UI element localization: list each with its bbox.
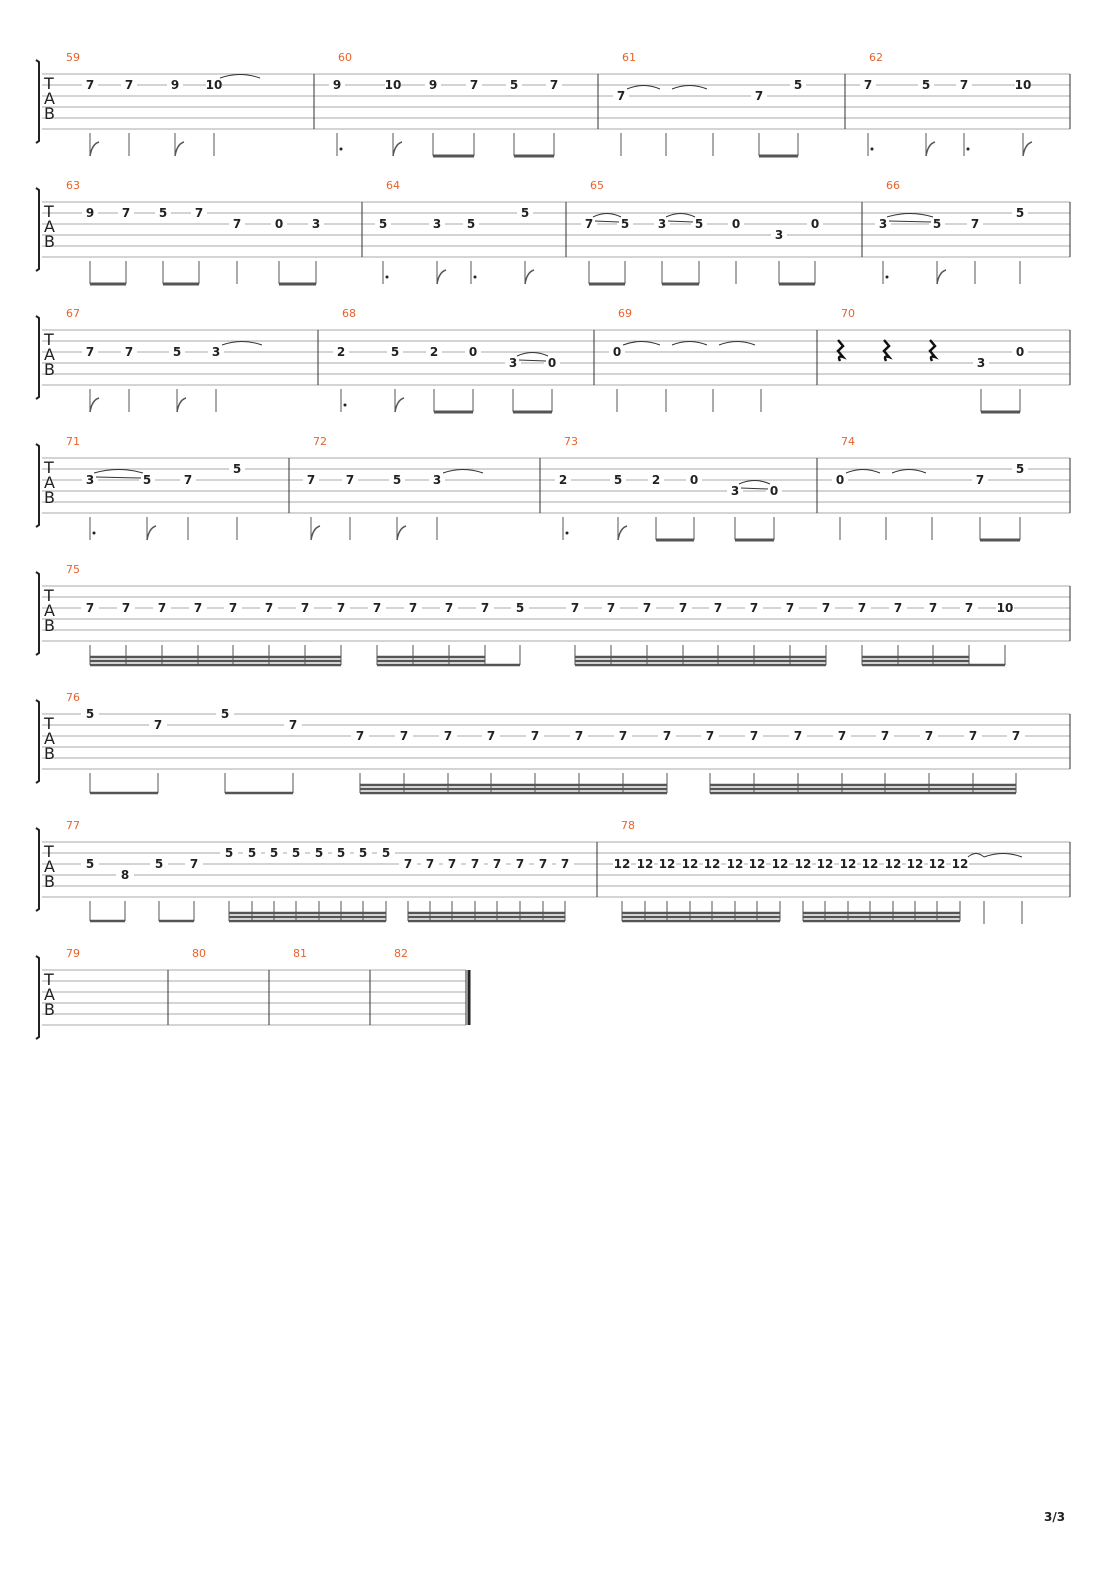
fret-number: 3	[432, 473, 442, 487]
fret-number: 7	[560, 857, 570, 871]
fret-number: 7	[893, 601, 903, 615]
tab-clef-letter: B	[44, 104, 55, 123]
fret-number: 5	[158, 206, 168, 220]
fret-number: 0	[689, 473, 699, 487]
note-flag	[311, 526, 320, 540]
fret-number: 9	[428, 78, 438, 92]
fret-number: 7	[574, 729, 584, 743]
system-bracket	[36, 316, 39, 399]
fret-number: 12	[906, 857, 924, 871]
fret-number: 12	[816, 857, 834, 871]
measure-62	[860, 51, 1070, 156]
measure-number: 66	[886, 179, 900, 192]
tab-clef-letter: A	[44, 729, 55, 748]
fret-number: 7	[153, 718, 163, 732]
tie	[984, 854, 1022, 858]
quarter-rest	[930, 340, 935, 361]
measure-number: 64	[386, 179, 400, 192]
fret-number: 7	[642, 601, 652, 615]
fret-number: 7	[300, 601, 310, 615]
measure-number: 69	[618, 307, 632, 320]
measure-number: 65	[590, 179, 604, 192]
fret-number: 12	[884, 857, 902, 871]
fret-number: 5	[247, 846, 257, 860]
measure-number: 71	[66, 435, 80, 448]
fret-number: 7	[232, 217, 242, 231]
slur	[666, 214, 695, 218]
fret-number: 7	[189, 857, 199, 871]
fret-number: 3	[878, 217, 888, 231]
note-flag	[90, 142, 99, 156]
tie	[968, 854, 984, 858]
measure-80	[192, 947, 269, 1025]
dot	[886, 276, 889, 279]
fret-number: 7	[425, 857, 435, 871]
slide-line	[889, 221, 931, 222]
fret-number: 5	[1015, 462, 1025, 476]
fret-number: 7	[616, 89, 626, 103]
fret-number: 7	[345, 473, 355, 487]
tab-clef-letter: A	[44, 89, 55, 108]
fret-number: 7	[837, 729, 847, 743]
slide-line	[96, 477, 141, 478]
tab-system	[36, 51, 1070, 156]
tab-system	[36, 691, 1070, 793]
tab-system	[36, 947, 469, 1039]
fret-number: 5	[466, 217, 476, 231]
fret-number: 5	[793, 78, 803, 92]
fret-number: 12	[658, 857, 676, 871]
fret-number: 7	[306, 473, 316, 487]
note-flag	[90, 398, 99, 412]
fret-number: 7	[183, 473, 193, 487]
slur	[887, 214, 933, 218]
fret-number: 7	[288, 718, 298, 732]
tab-system	[36, 307, 1070, 412]
fret-number: 5	[620, 217, 630, 231]
fret-number: 7	[355, 729, 365, 743]
fret-number: 7	[793, 729, 803, 743]
fret-number: 5	[932, 217, 942, 231]
fret-number: 7	[121, 601, 131, 615]
fret-number: 5	[220, 707, 230, 721]
note-flag	[177, 398, 186, 412]
fret-number: 5	[515, 601, 525, 615]
measure-59	[66, 51, 314, 156]
fret-number: 0	[468, 345, 478, 359]
fret-number: 0	[810, 217, 820, 231]
fret-number: 7	[470, 857, 480, 871]
fret-number: 7	[403, 857, 413, 871]
measure-number: 74	[841, 435, 855, 448]
fret-number: 5	[1015, 206, 1025, 220]
measure-number: 77	[66, 819, 80, 832]
fret-number: 12	[703, 857, 721, 871]
tie	[220, 75, 260, 79]
fret-number: 12	[839, 857, 857, 871]
measure-81	[293, 947, 370, 1025]
tie	[719, 342, 755, 346]
fret-number: 9	[85, 206, 95, 220]
tab-clef-letter: T	[44, 458, 54, 477]
tie	[672, 86, 707, 90]
fret-number: 5	[85, 857, 95, 871]
fret-number: 12	[794, 857, 812, 871]
fret-number: 5	[694, 217, 704, 231]
fret-number: 7	[121, 206, 131, 220]
measure-82	[394, 947, 469, 1025]
tie	[222, 342, 262, 346]
fret-number: 7	[264, 601, 274, 615]
quarter-rest	[884, 340, 889, 361]
fret-number: 7	[618, 729, 628, 743]
fret-number: 5	[269, 846, 279, 860]
fret-number: 7	[705, 729, 715, 743]
measure-67	[66, 307, 318, 412]
quarter-rest	[838, 340, 843, 361]
measure-number: 73	[564, 435, 578, 448]
tie	[623, 342, 660, 346]
slur	[593, 214, 621, 218]
tab-clef-letter: T	[44, 970, 54, 989]
fret-number: 12	[636, 857, 654, 871]
dot	[340, 148, 343, 151]
measure-69	[609, 307, 817, 412]
fret-number: 5	[85, 707, 95, 721]
fret-number: 7	[606, 601, 616, 615]
note-flag	[397, 526, 406, 540]
fret-number: 12	[613, 857, 631, 871]
fret-number: 7	[924, 729, 934, 743]
fret-number: 7	[549, 78, 559, 92]
fret-number: 5	[154, 857, 164, 871]
slur	[739, 481, 770, 485]
measure-number: 82	[394, 947, 408, 960]
measure-number: 61	[622, 51, 636, 64]
tie	[672, 342, 707, 346]
fret-number: 5	[613, 473, 623, 487]
measure-75	[66, 563, 1070, 665]
tab-system	[36, 819, 1070, 924]
measure-number: 76	[66, 691, 80, 704]
fret-number: 7	[754, 89, 764, 103]
fret-number: 2	[651, 473, 661, 487]
measure-79	[66, 947, 168, 1025]
measure-number: 79	[66, 947, 80, 960]
fret-number: 7	[336, 601, 346, 615]
fret-number: 7	[662, 729, 672, 743]
measure-65	[581, 179, 862, 284]
fret-number: 9	[170, 78, 180, 92]
tab-clef-letter: T	[44, 842, 54, 861]
fret-number: 7	[124, 78, 134, 92]
measure-61	[613, 51, 845, 156]
note-flag	[437, 270, 446, 284]
measure-78	[613, 819, 1070, 924]
tab-clef-letter: A	[44, 601, 55, 620]
fret-number: 7	[584, 217, 594, 231]
fret-number: 7	[480, 601, 490, 615]
measure-60	[329, 51, 598, 156]
tab-system	[36, 435, 1070, 540]
measure-66	[875, 179, 1070, 284]
tab-clef-letter: B	[44, 360, 55, 379]
tab-system	[36, 179, 1070, 284]
fret-number: 7	[863, 78, 873, 92]
fret-number: 2	[429, 345, 439, 359]
fret-number: 5	[172, 345, 182, 359]
fret-number: 5	[291, 846, 301, 860]
note-flag	[147, 526, 156, 540]
fret-number: 5	[232, 462, 242, 476]
fret-number: 5	[390, 345, 400, 359]
measure-number: 63	[66, 179, 80, 192]
fret-number: 12	[861, 857, 879, 871]
slide-line	[519, 360, 546, 361]
measure-63	[66, 179, 362, 284]
tab-clef-letter: B	[44, 616, 55, 635]
measure-number: 78	[621, 819, 635, 832]
fret-number: 8	[120, 868, 130, 882]
fret-number: 7	[749, 601, 759, 615]
measure-number: 80	[192, 947, 206, 960]
measure-64	[375, 179, 566, 284]
fret-number: 5	[381, 846, 391, 860]
fret-number: 5	[378, 217, 388, 231]
fret-number: 0	[731, 217, 741, 231]
tab-clef-letter: B	[44, 872, 55, 891]
tab-system	[36, 563, 1070, 665]
measure-71	[66, 435, 289, 540]
fret-number: 5	[358, 846, 368, 860]
system-bracket	[36, 188, 39, 271]
note-flag	[175, 142, 184, 156]
fret-number: 7	[469, 78, 479, 92]
fret-number: 7	[678, 601, 688, 615]
measure-number: 59	[66, 51, 80, 64]
dot	[871, 148, 874, 151]
tab-clef-letter: T	[44, 74, 54, 93]
measure-76	[66, 691, 1070, 793]
fret-number: 10	[205, 78, 223, 92]
tab-clef-letter: T	[44, 714, 54, 733]
fret-number: 7	[372, 601, 382, 615]
fret-number: 0	[612, 345, 622, 359]
fret-number: 7	[408, 601, 418, 615]
fret-number: 7	[530, 729, 540, 743]
tab-clef-letter: B	[44, 232, 55, 251]
fret-number: 7	[821, 601, 831, 615]
fret-number: 5	[142, 473, 152, 487]
fret-number: 2	[558, 473, 568, 487]
dot	[344, 404, 347, 407]
slide-line	[595, 221, 619, 222]
fret-number: 0	[274, 217, 284, 231]
measure-number: 60	[338, 51, 352, 64]
measure-number: 68	[342, 307, 356, 320]
fret-number: 3	[730, 484, 740, 498]
tab-clef-letter: A	[44, 857, 55, 876]
tab-clef-letter: A	[44, 985, 55, 1004]
fret-number: 7	[447, 857, 457, 871]
fret-number: 5	[314, 846, 324, 860]
fret-number: 7	[193, 601, 203, 615]
measure-number: 75	[66, 563, 80, 576]
note-flag	[618, 526, 627, 540]
fret-number: 10	[1014, 78, 1032, 92]
dot	[386, 276, 389, 279]
fret-number: 7	[492, 857, 502, 871]
fret-number: 12	[748, 857, 766, 871]
note-flag	[525, 270, 534, 284]
fret-number: 7	[959, 78, 969, 92]
slur	[517, 353, 548, 357]
fret-number: 3	[432, 217, 442, 231]
note-flag	[926, 142, 935, 156]
fret-number: 3	[311, 217, 321, 231]
fret-number: 7	[228, 601, 238, 615]
fret-number: 7	[785, 601, 795, 615]
measure-number: 62	[869, 51, 883, 64]
tab-clef-letter: A	[44, 473, 55, 492]
fret-number: 7	[399, 729, 409, 743]
measure-number: 70	[841, 307, 855, 320]
system-bracket	[36, 700, 39, 783]
measure-number: 81	[293, 947, 307, 960]
tie	[443, 470, 483, 474]
fret-number: 12	[771, 857, 789, 871]
fret-number: 5	[509, 78, 519, 92]
tie	[846, 470, 880, 474]
fret-number: 7	[194, 206, 204, 220]
fret-number: 7	[970, 217, 980, 231]
tie	[627, 86, 660, 90]
fret-number: 7	[749, 729, 759, 743]
measure-70	[838, 307, 1070, 412]
measure-number: 72	[313, 435, 327, 448]
fret-number: 10	[996, 601, 1014, 615]
fret-number: 7	[928, 601, 938, 615]
fret-number: 12	[681, 857, 699, 871]
slide-line	[741, 488, 768, 489]
fret-number: 0	[547, 356, 557, 370]
fret-number: 5	[336, 846, 346, 860]
fret-number: 3	[976, 356, 986, 370]
fret-number: 7	[157, 601, 167, 615]
slide-line	[668, 221, 693, 222]
tab-clef-letter: A	[44, 217, 55, 236]
fret-number: 7	[570, 601, 580, 615]
fret-number: 0	[769, 484, 779, 498]
tab-clef-letter: T	[44, 330, 54, 349]
fret-number: 7	[968, 729, 978, 743]
fret-number: 7	[444, 601, 454, 615]
fret-number: 7	[1011, 729, 1021, 743]
measure-68	[333, 307, 594, 412]
note-flag	[937, 270, 946, 284]
system-bracket	[36, 828, 39, 911]
dot	[566, 532, 569, 535]
fret-number: 7	[964, 601, 974, 615]
measure-number: 67	[66, 307, 80, 320]
fret-number: 5	[921, 78, 931, 92]
fret-number: 2	[336, 345, 346, 359]
fret-number: 5	[520, 206, 530, 220]
fret-number: 7	[124, 345, 134, 359]
fret-number: 3	[85, 473, 95, 487]
dot	[93, 532, 96, 535]
measure-72	[303, 435, 540, 540]
dot	[967, 148, 970, 151]
measure-73	[555, 435, 817, 540]
fret-number: 7	[443, 729, 453, 743]
system-bracket	[36, 572, 39, 655]
fret-number: 9	[332, 78, 342, 92]
fret-number: 7	[538, 857, 548, 871]
system-bracket	[36, 444, 39, 527]
fret-number: 7	[85, 345, 95, 359]
fret-number: 12	[726, 857, 744, 871]
system-bracket	[36, 60, 39, 143]
fret-number: 7	[486, 729, 496, 743]
fret-number: 12	[928, 857, 946, 871]
tie	[892, 470, 926, 474]
fret-number: 7	[515, 857, 525, 871]
fret-number: 3	[774, 228, 784, 242]
tab-clef-letter: T	[44, 202, 54, 221]
fret-number: 7	[975, 473, 985, 487]
note-flag	[393, 142, 402, 156]
fret-number: 7	[857, 601, 867, 615]
tab-clef-letter: B	[44, 488, 55, 507]
slur	[94, 470, 143, 474]
fret-number: 5	[224, 846, 234, 860]
fret-number: 10	[384, 78, 402, 92]
fret-number: 0	[835, 473, 845, 487]
fret-number: 12	[951, 857, 969, 871]
dot	[474, 276, 477, 279]
measure-77	[66, 819, 597, 921]
tab-clef-letter: A	[44, 345, 55, 364]
fret-number: 7	[880, 729, 890, 743]
page-number: 3/3	[1044, 1510, 1066, 1524]
fret-number: 7	[713, 601, 723, 615]
fret-number: 7	[85, 78, 95, 92]
fret-number: 3	[657, 217, 667, 231]
tab-clef-letter: B	[44, 744, 55, 763]
measure-74	[832, 435, 1070, 540]
system-bracket	[36, 956, 39, 1039]
fret-number: 7	[85, 601, 95, 615]
tab-clef-letter: B	[44, 1000, 55, 1019]
note-flag	[395, 398, 404, 412]
fret-number: 0	[1015, 345, 1025, 359]
tab-clef-letter: T	[44, 586, 54, 605]
fret-number: 3	[211, 345, 221, 359]
note-flag	[1023, 142, 1032, 156]
fret-number: 5	[392, 473, 402, 487]
fret-number: 3	[508, 356, 518, 370]
